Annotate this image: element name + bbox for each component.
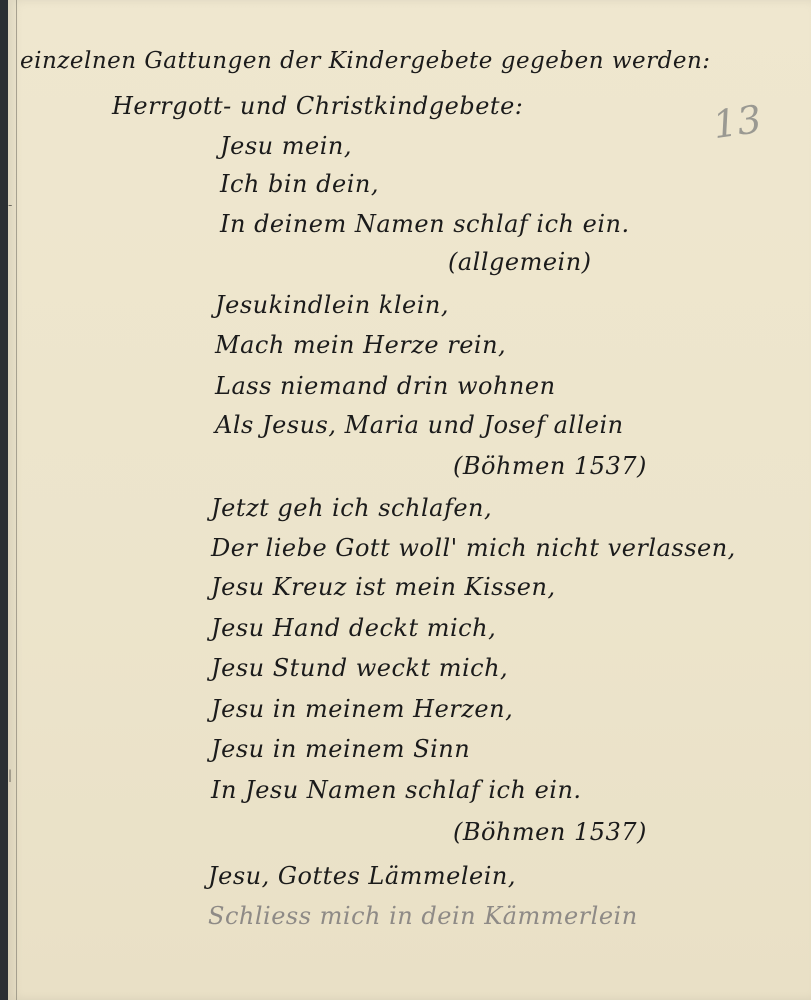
source-note: (Böhmen 1537) (453, 818, 647, 846)
prayer-line: Der liebe Gott woll' mich nicht verlassen, (211, 534, 736, 562)
prayer-line-faded: Schliess mich in dein Kämmerlein (208, 902, 638, 930)
page-number: 13 (710, 96, 765, 148)
prayer-line: Jesu mein, (220, 132, 352, 160)
prayer-line: Jesu Stund weckt mich, (211, 654, 509, 682)
source-note: (allgemein) (448, 248, 592, 276)
document-page (8, 0, 811, 1000)
prayer-line: Ich bin dein, (220, 170, 379, 198)
prayer-line: Jesu Hand deckt mich, (211, 614, 497, 642)
prayer-line: Mach mein Herze rein, (215, 331, 507, 359)
prayer-line: Jesu in meinem Herzen, (211, 695, 514, 723)
prayer-line: Jetzt geh ich schlafen, (211, 494, 493, 522)
margin-mark: - (8, 198, 13, 212)
section-heading: Herrgott- und Christkindgebete: (112, 92, 524, 120)
prayer-line: Als Jesus, Maria und Josef allein (215, 411, 624, 439)
prayer-line: Jesu in meinem Sinn (211, 735, 471, 763)
source-note: (Böhmen 1537) (453, 452, 647, 480)
margin-mark: | (8, 768, 13, 782)
prayer-line: Lass niemand drin wohnen (215, 372, 556, 400)
page-gutter-line (16, 0, 17, 1000)
prayer-line: Jesukindlein klein, (215, 291, 449, 319)
text-line: einzelnen Gattungen der Kindergebete gegeben werden: (20, 48, 711, 74)
prayer-line: In deinem Namen schlaf ich ein. (220, 210, 630, 238)
prayer-line: Jesu Kreuz ist mein Kissen, (211, 573, 556, 601)
prayer-line: In Jesu Namen schlaf ich ein. (211, 776, 582, 804)
prayer-line: Jesu, Gottes Lämmelein, (208, 862, 517, 890)
